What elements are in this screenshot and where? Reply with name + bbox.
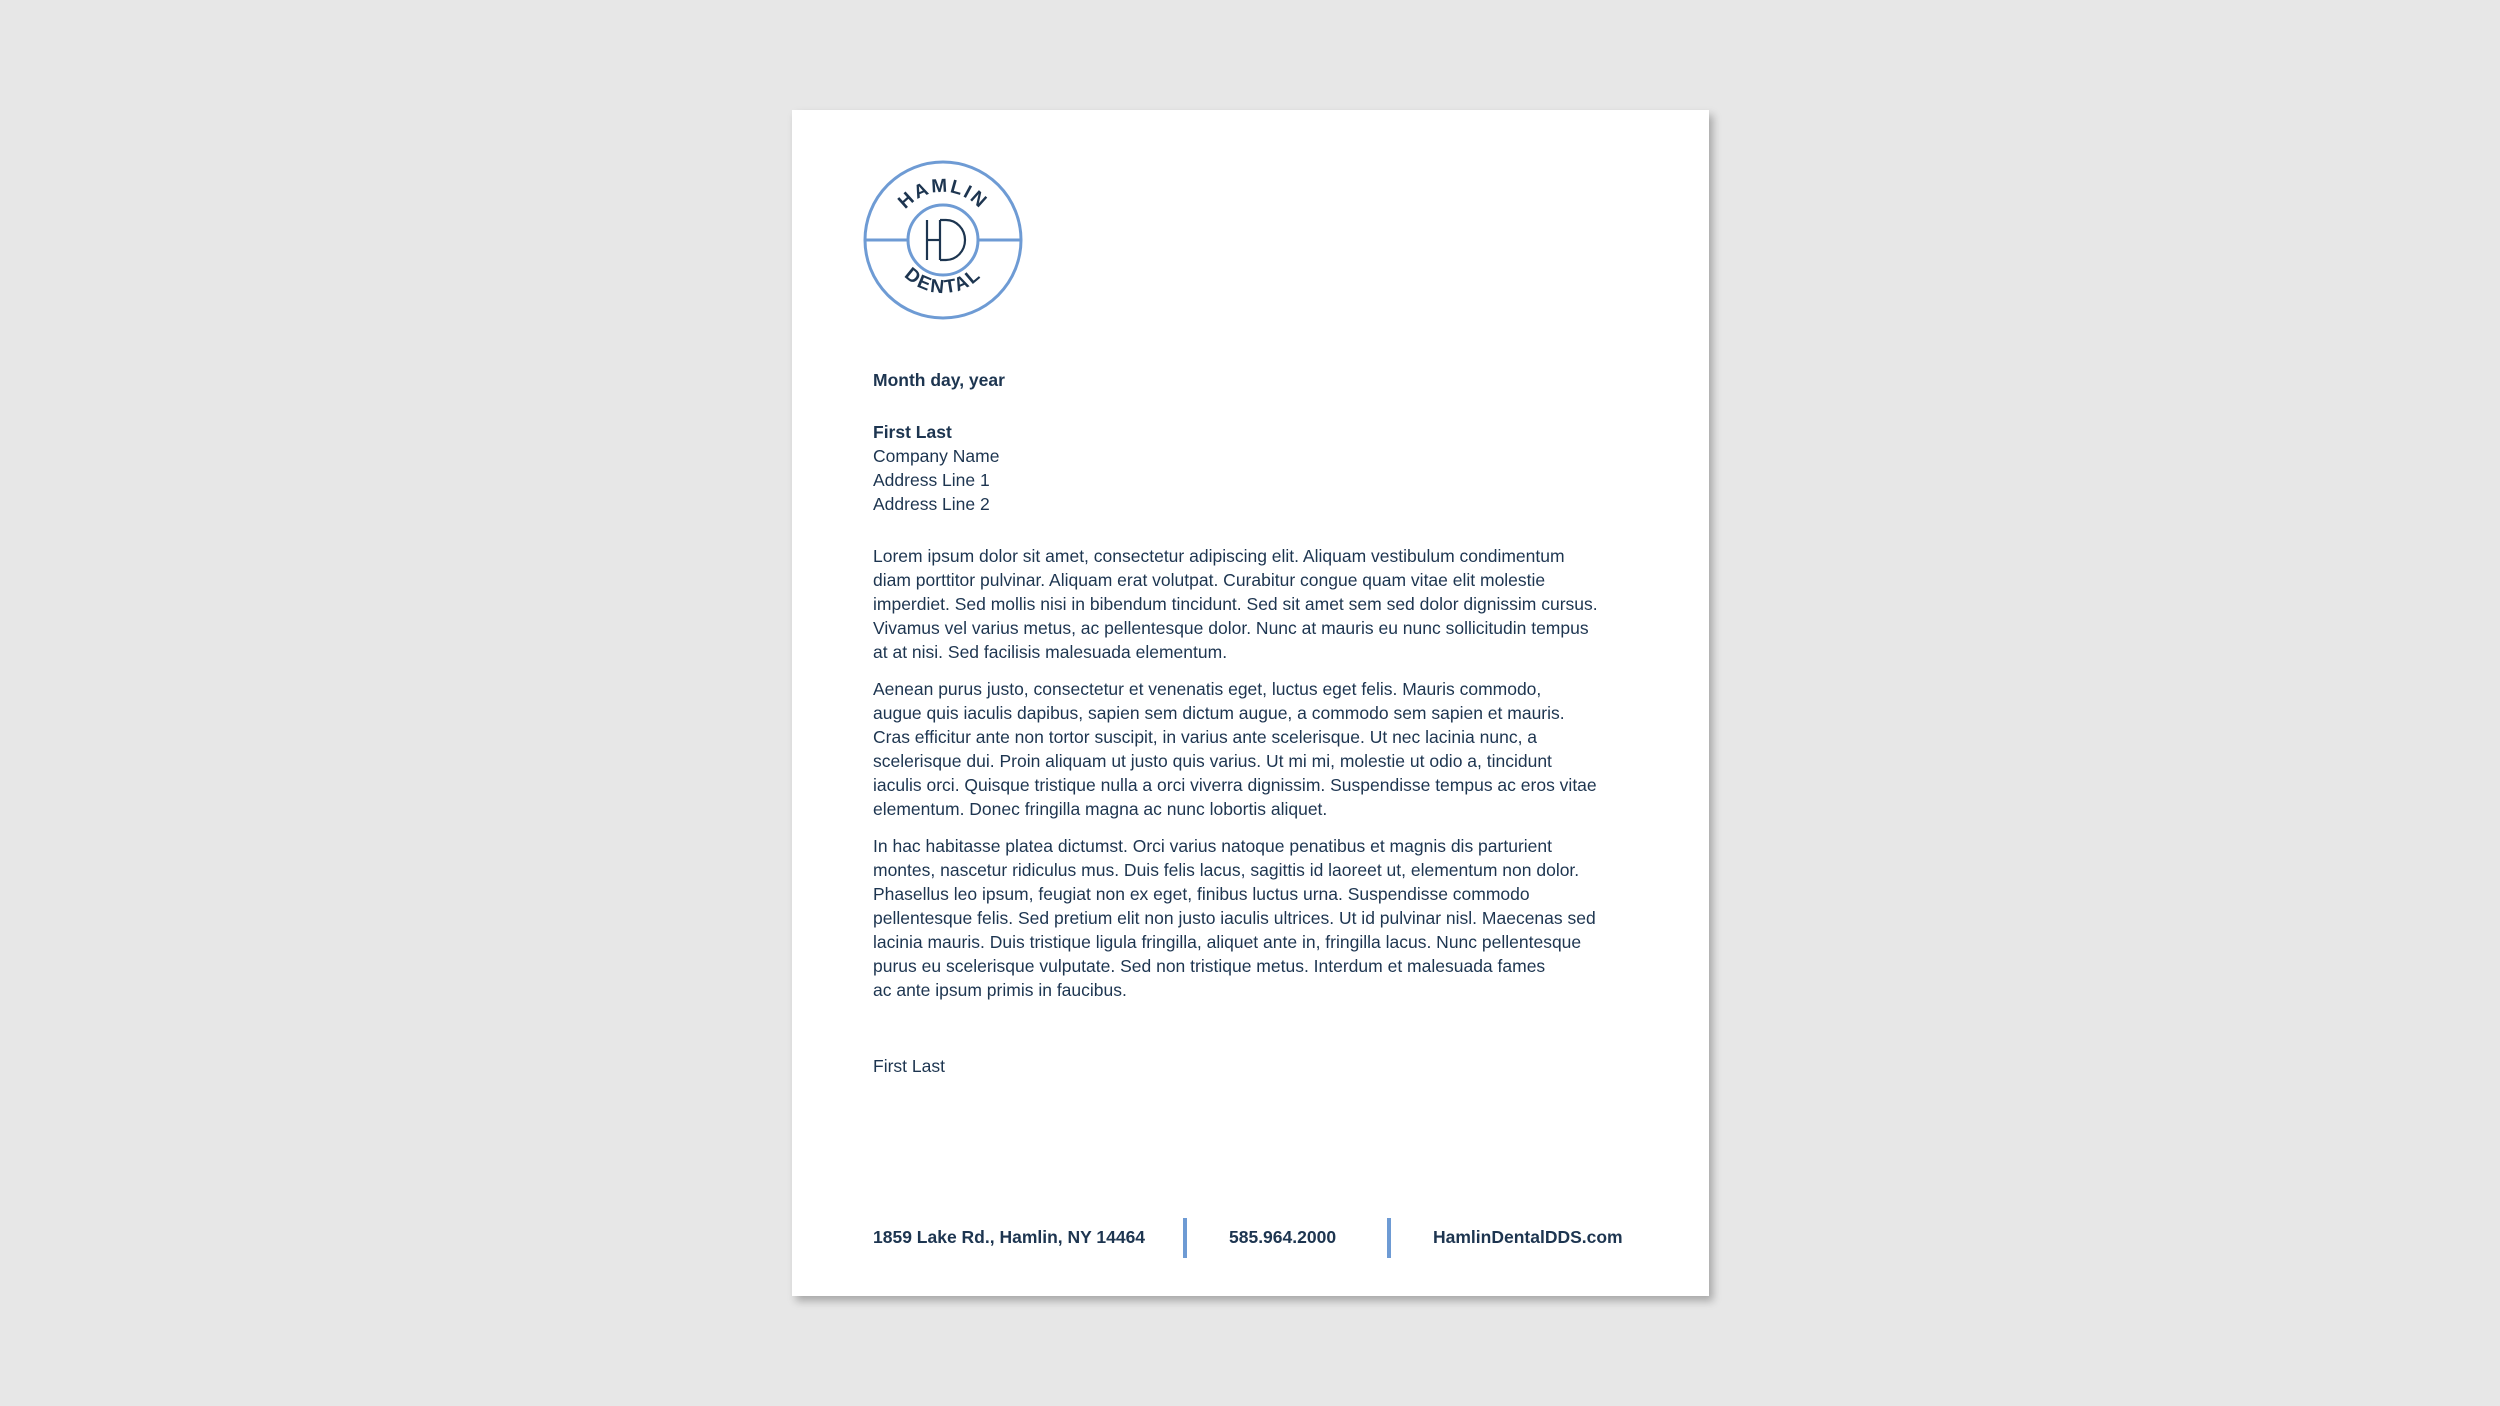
signature-name: First Last: [873, 1056, 945, 1076]
footer-divider-1: [1183, 1218, 1187, 1258]
letterhead-page: [792, 110, 1709, 1296]
recipient-address-line-2: Address Line 2: [873, 494, 990, 514]
logo-bottom-word: DENTAL: [900, 263, 986, 299]
letterhead-footer: [873, 1218, 1629, 1260]
body-paragraph-2: Aenean purus justo, consectetur et venenatis eget, luctus eget felis. Mauris commodo, augue quis iaculis dapibus, sapien sem dictum augue, a commodo sem sapien et mauris. Cras efficitur ante non tortor suscipit, in varius ante scelerisque. Ut nec lacinia nunc, a scelerisque dui. Proin aliquam ut justo quis varius. Ut mi mi, molestie ut odio a, tincidunt iaculis orci. Quisque tristique nulla a orci viverra dignissim. Suspendisse tempus ac eros vitae elementum. Donec fringilla magna ac nunc lobortis aliquet.: [873, 679, 1597, 819]
letter-date: Month day, year: [873, 370, 1005, 390]
body-paragraph-1: Lorem ipsum dolor sit amet, consectetur adipiscing elit. Aliquam vestibulum condimentum diam porttitor pulvinar. Aliquam erat volutpat. Curabitur congue quam vitae elit molestie imperdiet. Sed mollis nisi in bibendum tincidunt. Sed sit amet sem sed dolor dignissim cursus. Vivamus vel varius metus, ac pellentesque dolor. Nunc at mauris eu nunc sollicitudin tempus at at nisi. Sed facilisis malesuada elementum.: [873, 546, 1598, 662]
hamlin-dental-logo-seal: [863, 160, 1023, 320]
logo-top-word: HAMLIN: [894, 175, 992, 214]
footer-address: 1859 Lake Rd., Hamlin, NY 14464: [873, 1227, 1146, 1247]
recipient-block: [873, 420, 999, 516]
letter-body: [873, 544, 1633, 1015]
footer-website: HamlinDentalDDS.com: [1433, 1227, 1623, 1247]
recipient-company: Company Name: [873, 446, 1000, 466]
svg-text:DENTAL: [900, 264, 985, 299]
recipient-name: First Last: [873, 422, 952, 442]
recipient-address-line-1: Address Line 1: [873, 470, 990, 490]
footer-phone: 585.964.2000: [1229, 1227, 1337, 1247]
logo-monogram-hd: [927, 220, 965, 260]
svg-text:HAMLIN: [894, 176, 991, 214]
footer-divider-2: [1387, 1218, 1391, 1258]
body-paragraph-3: In hac habitasse platea dictumst. Orci varius natoque penatibus et magnis dis parturient montes, nascetur ridiculus mus. Duis felis lacus, sagittis id laoreet ut, elementum non dolor. Phasellus leo ipsum, feugiat non ex eget, finibus luctus urna. Suspendisse commodo pellentesque felis. Sed pretium elit non justo iaculis ultrices. Ut id pulvinar nisl. Maecenas sed lacinia mauris. Duis tristique ligula fringilla, aliquet ante in, fringilla lacus. Nunc pellentesque purus eu scelerisque vulputate. Sed non tristique metus. Interdum et malesuada fames ac ante ipsum primis in faucibus.: [873, 836, 1596, 1000]
